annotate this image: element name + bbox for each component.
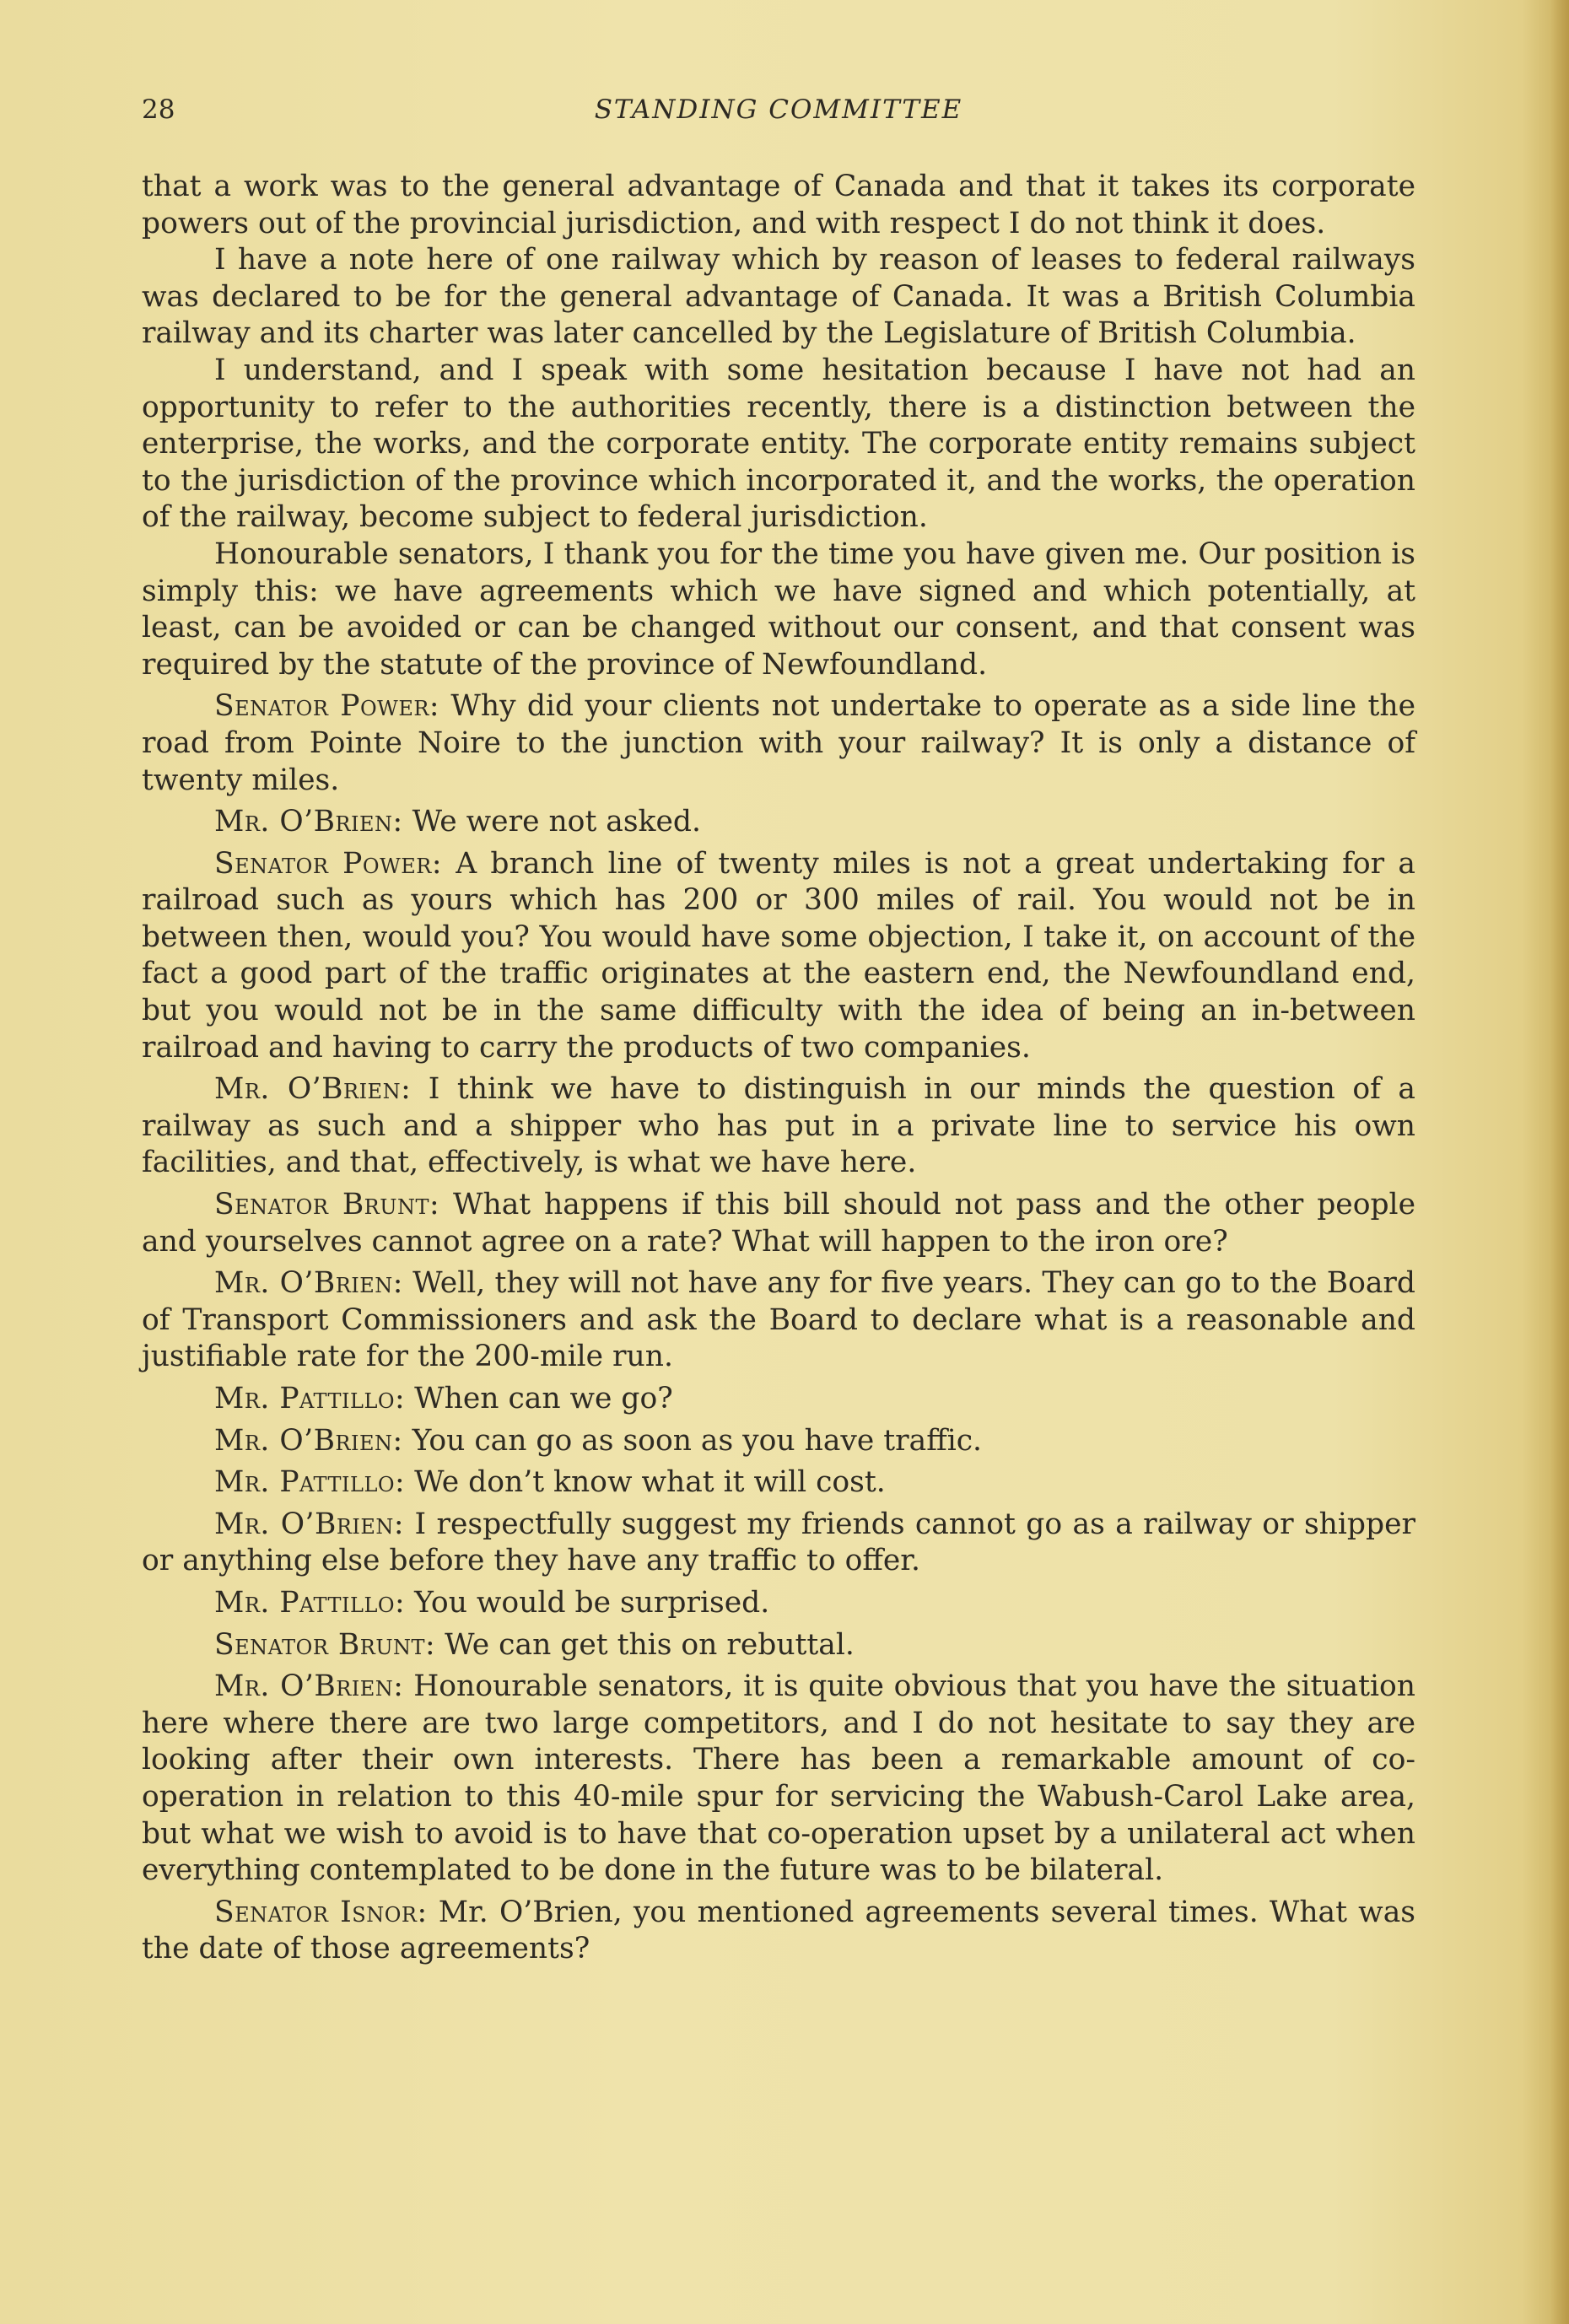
paragraph <box>142 1627 1415 1664</box>
paragraph <box>142 353 1415 537</box>
speaker-name: Mr. O’Brien: <box>214 1423 403 1458</box>
speaker-name: Senator Power: <box>214 689 440 724</box>
paragraph-text: I understand, and I speak with some hesitation because I have not had an opportunity to refer to the authorities recently, there is a distinction between the enterprise, the works, and the corporate entity. The corporate entity remains subject to the jurisdiction of the province which incorporated it, and the works, the operation of the railway, become subject to federal jurisdiction. <box>142 353 1415 535</box>
speaker-name: Mr. O’Brien: <box>214 1507 405 1541</box>
speaker-name: Mr. O’Brien: <box>214 1266 403 1301</box>
speaker-name: Mr. Pattillo: <box>214 1465 406 1500</box>
paragraph-text: Honourable senators, I thank you for the time you have given me. Our position is simply this: we have agreements which we have signed and which potentially, at least, can be avoided or can be changed without our consent, and that consent was required by the statute of the province of Newfoundland. <box>142 537 1415 682</box>
paragraph <box>142 242 1415 353</box>
paragraph <box>142 169 1415 242</box>
speaker-name: Mr. Pattillo: <box>214 1382 406 1415</box>
paragraph-text: What happens if this bill should not pass and the other people and yourselves cannot agree on a rate? What will happen to the iron ore? <box>142 1188 1415 1259</box>
paragraph-text: You would be surprised. <box>414 1585 770 1620</box>
paragraph <box>142 1669 1415 1890</box>
paragraph-text: A branch line of twenty miles is not a great undertaking for a railroad such as yours which has 200 or 300 miles of rail. You would not be in between then, would you? You would have some objection, I take it, on account of the fact a good part of the traffic originates at the eastern end, the Newfoundland end, but you would not be in the same difficulty with the idea of being an in-between railroad and having to carry the products of two companies. <box>142 846 1415 1065</box>
paragraph-text: Mr. O’Brien, you mentioned agreements several times. What was the date of those agreements? <box>142 1895 1415 1966</box>
speaker-name: Senator Isnor: <box>214 1895 428 1929</box>
speaker-name: Mr. O’Brien: <box>214 1669 404 1704</box>
paragraph <box>142 1381 1415 1418</box>
paragraph <box>142 1464 1415 1502</box>
paragraph-text: I have a note here of one railway which by reason of leases to federal railways was declared to be for the general advantage of Canada. It was a British Columbia railway and its charter was later cancelled by the Legislature of British Columbia. <box>142 243 1415 351</box>
page-number: 28 <box>142 94 175 125</box>
paragraph-text: We were not asked. <box>412 805 701 839</box>
paragraph-text: Why did your clients not undertake to operate as a side line the road from Pointe Noire to the junction with your railway? It is only a distance of twenty miles. <box>142 689 1415 797</box>
paragraph-text: I think we have to distinguish in our minds the question of a railway as such and a shipper who has put in a private line to service his own facilities, and that, effectively, is what we have here. <box>142 1072 1415 1180</box>
paragraph <box>142 1895 1415 1968</box>
paragraph-text: Well, they will not have any for five years. They can go to the Board of Transport Commissioners and ask the Board to declare what is a reasonable and justifiable rate for the 200-mile run. <box>142 1266 1415 1374</box>
paragraph-text: When can we go? <box>414 1382 673 1415</box>
paragraph <box>142 537 1415 683</box>
speaker-name: Senator Brunt: <box>214 1188 440 1222</box>
paragraph <box>142 1423 1415 1460</box>
speaker-name: Mr. O’Brien: <box>214 1072 412 1107</box>
paragraph <box>142 688 1415 799</box>
speaker-name: Mr. Pattillo: <box>214 1585 406 1620</box>
page-header <box>142 94 1415 137</box>
paragraph-text: Honourable senators, it is quite obvious that you have the situation here where there are two large competitors, and I do not hesitate to say they are looking after their own interests. There has been a remarkable amount of co-operation in relation to this 40-mile spur for servicing the Wabush-Carol Lake area, but what we wish to avoid is to have that co-operation upset by a unilateral act when everything contemplated to be done in the future was to be bilateral. <box>142 1669 1415 1888</box>
paragraph <box>142 804 1415 841</box>
transcript-body <box>142 169 1415 1968</box>
speaker-name: Mr. O’Brien: <box>214 805 403 839</box>
page-edge <box>1550 0 1569 2324</box>
paragraph-text: We can get this on rebuttal. <box>445 1627 855 1662</box>
paragraph-text: You can go as soon as you have traffic. <box>412 1423 983 1458</box>
speaker-name: Senator Power: <box>214 846 442 881</box>
paragraph <box>142 846 1415 1067</box>
running-head: STANDING COMMITTEE <box>594 94 963 125</box>
paragraph <box>142 1265 1415 1376</box>
paragraph <box>142 1071 1415 1182</box>
paragraph <box>142 1187 1415 1260</box>
paragraph-text: I respectfully suggest my friends cannot go as a railway or shipper or anything else before they have any traffic to offer. <box>142 1507 1415 1578</box>
paragraph <box>142 1585 1415 1622</box>
speaker-name: Senator Brunt: <box>214 1627 436 1662</box>
paragraph <box>142 1507 1415 1580</box>
paragraph-text: that a work was to the general advantage of Canada and that it takes its corporate powers out of the provincial jurisdiction, and with respect I do not think it does. <box>142 170 1415 240</box>
paragraph-text: We don’t know what it will cost. <box>414 1465 886 1500</box>
